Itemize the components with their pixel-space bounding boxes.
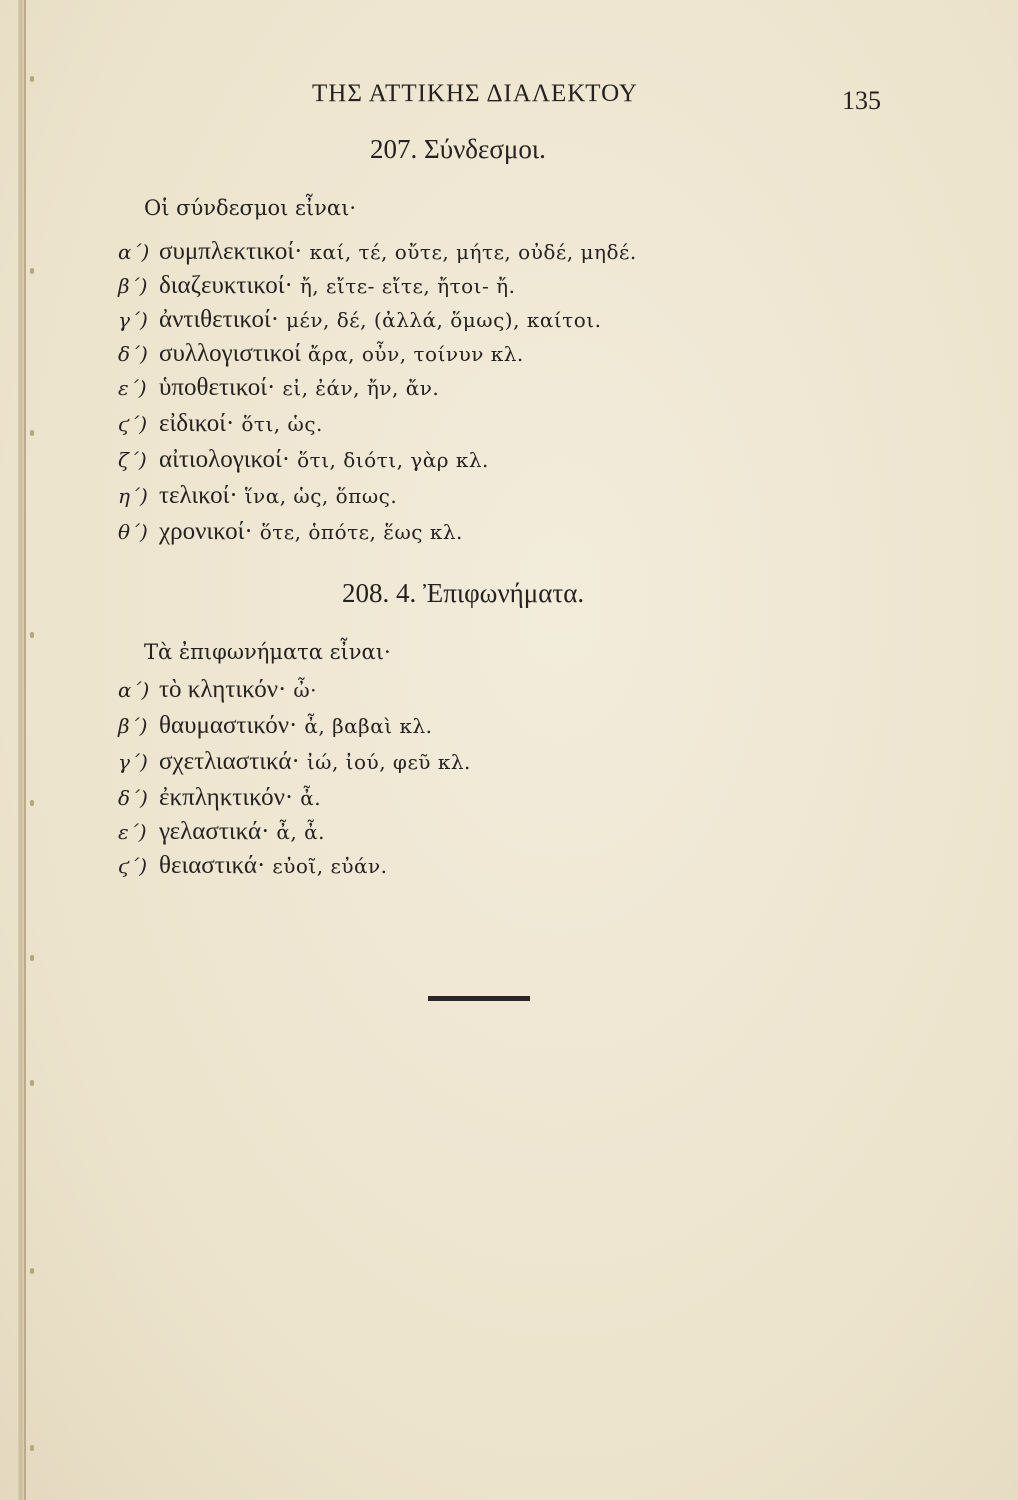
margin-mark: [30, 955, 34, 961]
item-marker: η΄): [118, 484, 148, 508]
spine-edge-line: [24, 0, 26, 1500]
item-term: αἰτιολογικοί·: [159, 446, 291, 473]
item-term: εἰδικοί·: [159, 410, 235, 437]
item-marker: ε΄): [118, 820, 147, 844]
item-term: θαυμαστικόν·: [159, 712, 298, 739]
item-term: χρονικοί·: [159, 518, 253, 545]
item-examples: ἆ, ἆ.: [276, 820, 325, 844]
item-term: συλλογιστικοί: [159, 340, 301, 367]
list-item: [118, 712, 432, 740]
item-examples: ἆ.: [300, 786, 322, 810]
margin-mark: [30, 1445, 34, 1451]
margin-mark: [30, 800, 34, 806]
item-examples: ὅτι, ὡς.: [241, 412, 323, 436]
list-item: [118, 374, 439, 402]
running-head: [0, 80, 1018, 120]
item-marker: θ΄): [118, 520, 148, 544]
item-marker: δ΄): [118, 342, 148, 366]
list-item: [118, 518, 463, 546]
list-item: [118, 306, 601, 334]
item-term: τελικοί·: [159, 482, 238, 509]
item-marker: α΄): [118, 678, 150, 702]
list-item: [118, 238, 637, 266]
item-marker: δ΄): [118, 786, 148, 810]
section-208-heading: 208. 4. Ἐπιφωνήματα.: [342, 578, 585, 608]
item-marker: α΄): [118, 240, 150, 264]
item-term: διαζευκτικοί·: [159, 272, 293, 299]
page-number: 135: [842, 86, 881, 115]
margin-mark: [30, 632, 34, 638]
list-item: [118, 272, 515, 300]
item-examples: ἤ, εἴτε- εἴτε, ἤτοι- ἤ.: [299, 274, 516, 298]
item-marker: β΄): [118, 714, 148, 738]
end-rule: [428, 996, 530, 1001]
item-marker: ϛ΄): [118, 412, 148, 436]
item-marker: γ΄): [118, 750, 148, 774]
item-examples: ὅτι, διότι, γὰρ κλ.: [297, 448, 489, 472]
item-examples: ἰώ, ἰού, φεῦ κλ.: [306, 750, 471, 774]
list-item: [118, 676, 317, 704]
margin-mark: [30, 1268, 34, 1274]
item-marker: ε΄): [118, 376, 147, 400]
list-item: [118, 852, 388, 880]
list-item: [118, 446, 489, 474]
list-item: [118, 818, 325, 846]
margin-mark: [30, 268, 34, 274]
section-207-intro: Οἱ σύνδεσμοι εἶναι·: [144, 196, 357, 220]
item-term: γελαστικά·: [159, 818, 270, 845]
margin-mark: [30, 430, 34, 436]
item-examples: ἆ, βαβαὶ κλ.: [304, 714, 433, 738]
list-item: [118, 410, 323, 438]
list-item: [118, 340, 524, 368]
list-item: [118, 784, 321, 812]
section-207-heading: 207. Σύνδεσμοι.: [370, 134, 546, 164]
item-examples: ὦ·: [293, 678, 317, 702]
item-examples: ἄρα, οὖν, τοίνυν κλ.: [307, 342, 524, 366]
item-term: ἐκπληκτικόν·: [159, 784, 294, 811]
item-marker: ϛ΄): [118, 854, 148, 878]
list-item: [118, 748, 471, 776]
item-term: ὑποθετικοί·: [159, 374, 276, 401]
item-examples: μέν, δέ, (ἀλλά, ὅμως), καίτοι.: [286, 308, 602, 332]
item-term: τὸ κλητικόν·: [159, 676, 287, 703]
item-marker: β΄): [118, 274, 148, 298]
list-item: [118, 482, 397, 510]
item-term: ἀντιθετικοί·: [159, 306, 280, 333]
item-term: σχετλιαστικά·: [159, 748, 300, 775]
item-examples: εἰ, ἐάν, ἤν, ἄν.: [282, 376, 440, 400]
item-term: θειαστικά·: [159, 852, 266, 879]
item-examples: καί, τέ, οὔτε, μήτε, οὐδέ, μηδέ.: [309, 240, 637, 264]
margin-mark: [30, 1080, 34, 1086]
item-marker: ζ΄): [118, 448, 147, 472]
item-examples: ὅτε, ὁπότε, ἕως κλ.: [259, 520, 463, 544]
item-examples: ἵνα, ὡς, ὅπως.: [244, 484, 398, 508]
item-term: συμπλεκτικοί·: [159, 238, 303, 265]
item-examples: εὐοῖ, εὐάν.: [272, 854, 388, 878]
item-marker: γ΄): [118, 308, 148, 332]
section-208-intro: Τὰ ἐπιφωνήματα εἶναι·: [144, 640, 391, 664]
running-head-title: ΤΗΣ ΑΤΤΙΚΗΣ ΔΙΑΛΕΚΤΟΥ: [312, 80, 638, 107]
